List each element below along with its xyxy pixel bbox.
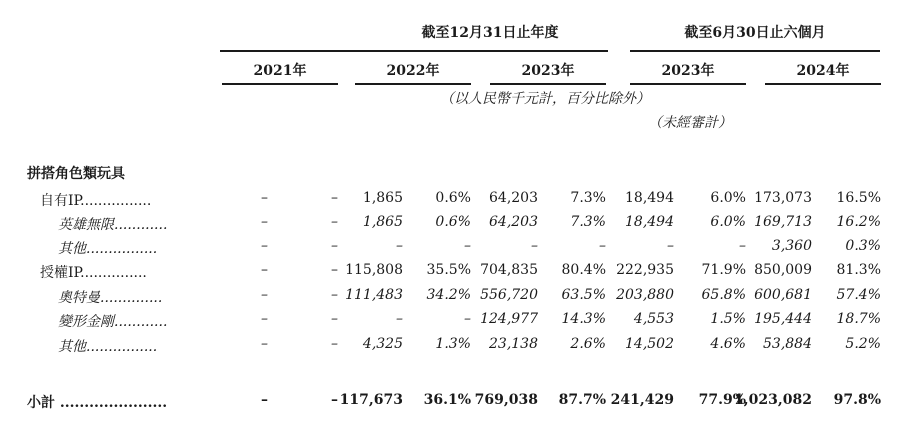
cell-2022-amount: 1,865 (362, 190, 403, 206)
header-group-half: 截至6月30日止六個月 (684, 25, 826, 41)
table-row (0, 311, 904, 333)
cell-2023-pct: – (599, 238, 606, 254)
cell-2023-amount: 64,203 (489, 214, 538, 230)
cell-2023-amount: – (531, 238, 538, 254)
cell-h2024-pct: 16.5% (836, 190, 881, 206)
cell-h2023-amount: 203,880 (616, 287, 674, 303)
cell-h2023-amount: – (667, 238, 674, 254)
cell-2023-pct: 7.3% (570, 214, 606, 230)
cell-2021-pct: – (331, 262, 338, 278)
cell-h2024-amount: 195,444 (754, 311, 812, 327)
cell-h2023-pct: 71.9% (701, 262, 746, 278)
row-label: 小計 ...................... (27, 395, 168, 411)
row-label: 授權IP............... (40, 265, 147, 281)
cell-2022-pct: 1.3% (435, 336, 471, 352)
cell-2022-amount: – (396, 311, 403, 327)
cell-2021-pct: – (331, 214, 338, 230)
table-row (0, 214, 904, 236)
cell-h2024-amount: 600,681 (754, 287, 812, 303)
header-group-year: 截至12月31日止年度 (421, 25, 559, 41)
row-label: 其他................ (58, 241, 158, 257)
cell-2023-amount: 556,720 (480, 287, 538, 303)
cell-2021-amount: – (261, 190, 268, 206)
cell-2021-amount: – (261, 287, 268, 303)
unaudited-note: （未經審計） (648, 115, 732, 131)
table-row (0, 336, 904, 358)
year-header-2023: 2023年 (521, 63, 575, 79)
rule-group-left (220, 50, 608, 52)
cell-h2023-amount: 18,494 (625, 190, 674, 206)
cell-h2023-pct: 1.5% (710, 311, 746, 327)
cell-2022-amount: 111,483 (345, 287, 403, 303)
table-row (0, 190, 904, 212)
cell-h2023-pct: 6.0% (710, 190, 746, 206)
year-header-2023-half: 2023年 (661, 63, 715, 79)
row-label: 英雄無限............ (58, 217, 168, 233)
cell-2022-pct: – (464, 311, 471, 327)
year-header-2021: 2021年 (253, 63, 307, 79)
cell-h2024-pct: 18.7% (836, 311, 881, 327)
cell-h2024-amount: 850,009 (754, 262, 812, 278)
rule-year-2024-half (765, 83, 881, 85)
rule-year-2023 (490, 83, 606, 85)
cell-h2024-amount: 169,713 (754, 214, 812, 230)
cell-h2024-amount: 3,360 (771, 238, 812, 254)
year-header-2024-half: 2024年 (796, 63, 850, 79)
cell-2022-pct: 34.2% (426, 287, 471, 303)
cell-2023-amount: 704,835 (480, 262, 538, 278)
year-header-2022: 2022年 (386, 63, 440, 79)
cell-h2024-pct: 16.2% (836, 214, 881, 230)
table-row (0, 262, 904, 284)
cell-2023-pct: 14.3% (561, 311, 606, 327)
cell-2021-amount: – (261, 392, 268, 408)
cell-2021-amount: – (261, 262, 268, 278)
cell-2021-pct: – (331, 287, 338, 303)
cell-2023-amount: 124,977 (480, 311, 538, 327)
cell-2023-pct: 87.7% (558, 392, 606, 408)
cell-2022-pct: 0.6% (435, 214, 471, 230)
cell-2023-amount: 23,138 (489, 336, 538, 352)
cell-h2023-pct: 6.0% (710, 214, 746, 230)
cell-h2023-amount: 18,494 (625, 214, 674, 230)
rule-group-right (630, 50, 880, 52)
cell-2022-pct: 35.5% (426, 262, 471, 278)
cell-2021-pct: – (331, 392, 338, 408)
cell-h2024-amount: 53,884 (763, 336, 812, 352)
cell-2021-pct: – (331, 238, 338, 254)
cell-2023-pct: 7.3% (570, 190, 606, 206)
cell-h2024-amount: 173,073 (754, 190, 812, 206)
table-row (0, 392, 904, 414)
cell-h2023-amount: 4,553 (633, 311, 674, 327)
cell-h2024-pct: 5.2% (845, 336, 881, 352)
rule-year-2022 (355, 83, 471, 85)
cell-2023-amount: 769,038 (474, 392, 538, 408)
cell-h2023-pct: – (739, 238, 746, 254)
cell-2021-amount: – (261, 336, 268, 352)
cell-2022-pct: 0.6% (435, 190, 471, 206)
rule-year-2023-half (630, 83, 746, 85)
cell-2022-amount: 1,865 (362, 214, 403, 230)
cell-2022-amount: 115,808 (345, 262, 403, 278)
row-label: 變形金剛............ (58, 314, 168, 330)
cell-2021-pct: – (331, 336, 338, 352)
cell-h2023-pct: 65.8% (701, 287, 746, 303)
cell-2021-pct: – (331, 311, 338, 327)
cell-2023-amount: 64,203 (489, 190, 538, 206)
table-row (0, 238, 904, 260)
rule-year-2021 (222, 83, 338, 85)
cell-2021-pct: – (331, 190, 338, 206)
cell-h2024-pct: 57.4% (836, 287, 881, 303)
row-label: 自有IP................ (40, 193, 152, 209)
cell-h2024-pct: 0.3% (845, 238, 881, 254)
cell-2021-amount: – (261, 311, 268, 327)
cell-2022-amount: 4,325 (362, 336, 403, 352)
cell-h2023-pct: 77.9% (698, 392, 746, 408)
cell-2023-pct: 2.6% (570, 336, 606, 352)
cell-2023-pct: 80.4% (561, 262, 606, 278)
cell-2021-amount: – (261, 214, 268, 230)
cell-2022-amount: – (396, 238, 403, 254)
cell-h2023-amount: 14,502 (625, 336, 674, 352)
cell-h2023-amount: 241,429 (610, 392, 674, 408)
cell-2022-pct: 36.1% (423, 392, 471, 408)
cell-h2023-pct: 4.6% (710, 336, 746, 352)
cell-h2024-pct: 97.8% (833, 392, 881, 408)
table-row (0, 287, 904, 309)
cell-2021-amount: – (261, 238, 268, 254)
row-label: 奧特曼.............. (58, 290, 163, 306)
cell-h2023-amount: 222,935 (616, 262, 674, 278)
cell-h2024-amount: 1,023,082 (734, 392, 812, 408)
cell-2023-pct: 63.5% (561, 287, 606, 303)
cell-2022-amount: 117,673 (339, 392, 403, 408)
cell-h2024-pct: 81.3% (836, 262, 881, 278)
section-title: 拼搭角色類玩具 (27, 166, 125, 182)
row-label: 其他................ (58, 339, 158, 355)
cell-2022-pct: – (464, 238, 471, 254)
unit-note: （以人民幣千元計，百分比除外） (440, 91, 650, 107)
